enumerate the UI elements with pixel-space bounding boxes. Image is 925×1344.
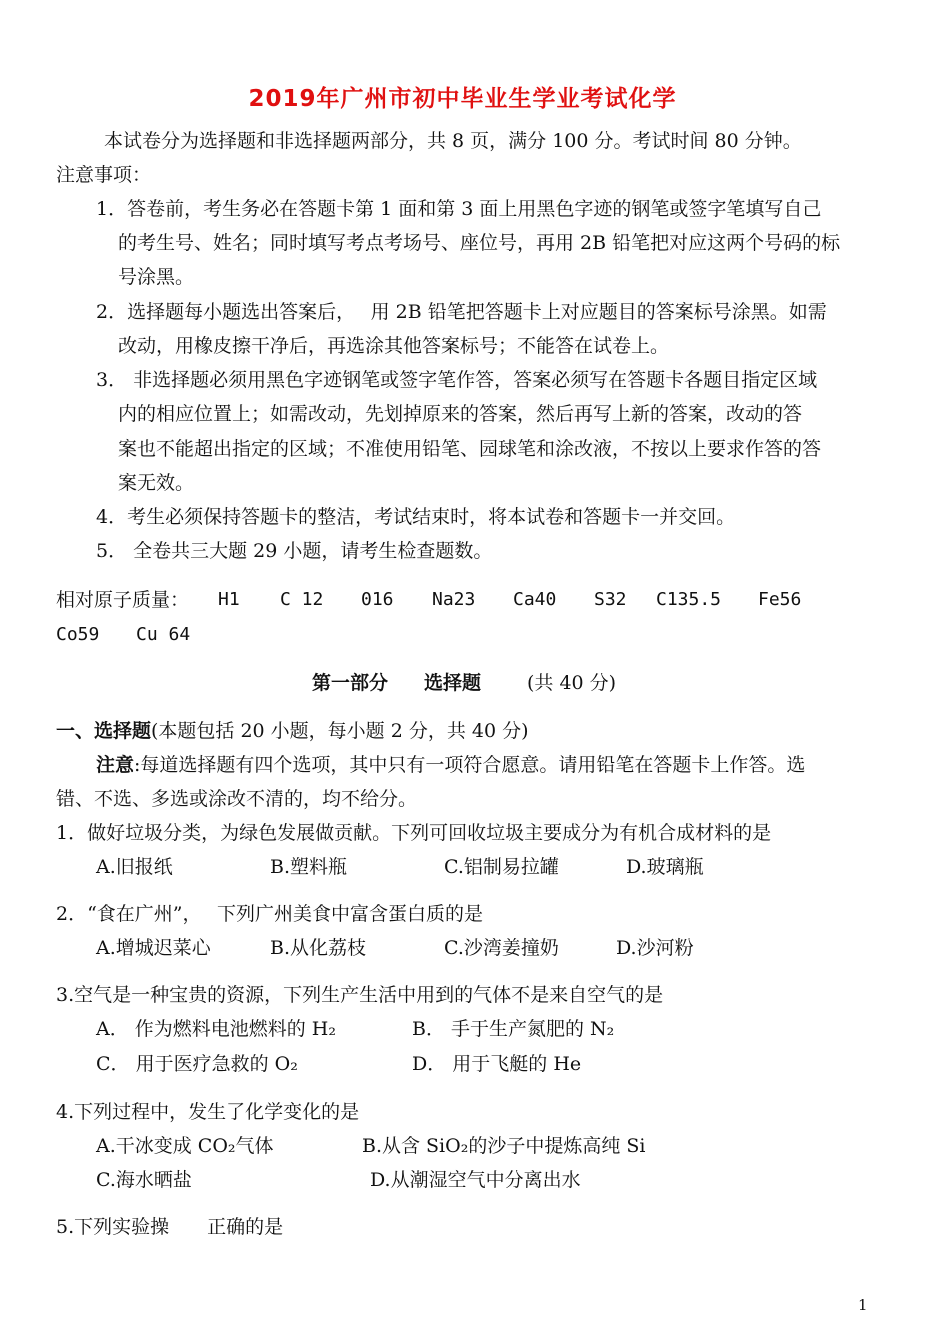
question-4-stem: 4.下列过程中，发生了化学变化的是 <box>56 1101 360 1123</box>
question-3-option-c: C． 用于医疗急救的 O₂ <box>96 1053 298 1075</box>
page-title: 2019年广州市初中毕业生学业考试化学 <box>248 86 677 112</box>
page-number: 1 <box>858 1296 868 1314</box>
section-note-text-1: :每道选择题有四个选项，其中只有一项符合愿意。请用铅笔在答题卡上作答。选 <box>134 754 806 776</box>
question-3-option-b: B． 手于生产氮肥的 N₂ <box>412 1018 615 1040</box>
part-heading-score: (共 40 分) <box>527 672 617 694</box>
notice-1-line-3: 号涂黑。 <box>118 266 195 288</box>
section-note-label: 注意 <box>96 754 135 776</box>
question-5-stem: 5.下列实验操 正确的是 <box>56 1216 284 1238</box>
notice-4-line-1: 4．考生必须保持答题卡的整洁，考试结束时，将本试卷和答题卡一并交回。 <box>96 506 736 528</box>
part-heading-name: 选择题 <box>424 672 482 694</box>
section-heading <box>56 718 529 744</box>
question-3-option-a: A． 作为燃料电池燃料的 H₂ <box>96 1018 336 1040</box>
atomic-mass-na: Na23 <box>432 589 476 610</box>
question-1-option-d: D.玻璃瓶 <box>626 856 704 878</box>
question-3-stem: 3.空气是一种宝贵的资源，下列生产生活中用到的气体不是来自空气的是 <box>56 984 664 1006</box>
question-2-option-b: B.从化荔枝 <box>270 937 367 959</box>
atomic-mass-label: 相对原子质量： <box>56 589 190 611</box>
question-2-option-c: C.沙湾姜撞奶 <box>444 937 559 959</box>
atomic-mass-co: Co59 <box>56 624 100 645</box>
notice-2-line-1: 2．选择题每小题选出答案后， 用 2B 铅笔把答题卡上对应题目的答案标号涂黑。如需 <box>96 301 827 323</box>
question-3-option-d: D． 用于飞艇的 He <box>412 1053 582 1075</box>
question-2-option-d: D.沙河粉 <box>616 937 694 959</box>
notice-1-line-2: 的考生号、姓名；同时填写考点考场号、座位号，再用 2B 铅笔把对应这两个号码的标 <box>118 232 841 254</box>
atomic-mass-cu: Cu 64 <box>136 624 191 645</box>
notice-5-line-1: 5． 全卷共三大题 29 小题，请考生检查题数。 <box>96 540 493 562</box>
question-4-option-a: A.干冰变成 CO₂气体 <box>96 1135 274 1157</box>
notice-heading: 注意事项： <box>56 164 152 186</box>
atomic-mass-o: 016 <box>361 589 394 610</box>
notice-3-line-2: 内的相应位置上；如需改动，先划掉原来的答案，然后再写上新的答案，改动的答 <box>118 403 803 425</box>
notice-3-line-1: 3． 非选择题必须用黑色字迹钢笔或签字笔作答，答案必须写在答题卡各题目指定区域 <box>96 369 818 391</box>
notice-3-line-4: 案无效。 <box>118 472 195 494</box>
question-4-option-b: B.从含 SiO₂的沙子中提炼高纯 Si <box>362 1135 646 1157</box>
section-note-line-2: 错、不选、多选或涂改不清的，均不给分。 <box>56 788 418 810</box>
question-4-option-d: D.从潮湿空气中分离出水 <box>370 1169 581 1191</box>
part-heading-part: 第一部分 <box>312 672 389 694</box>
intro-text: 本试卷分为选择题和非选择题两部分，共 8 页，满分 100 分。考试时间 80 分钟。 <box>104 130 802 152</box>
section-desc: (本题包括 20 小题，每小题 2 分，共 40 分) <box>151 720 529 742</box>
question-2-option-a: A.增城迟菜心 <box>96 937 211 959</box>
section-note-line-1 <box>96 752 805 778</box>
question-1-option-a: A.旧报纸 <box>96 856 173 878</box>
notice-2-line-2: 改动，用橡皮擦干净后，再选涂其他答案标号；不能答在试卷上。 <box>118 335 670 357</box>
atomic-mass-cl: C135.5 <box>656 589 722 610</box>
atomic-mass-c: C 12 <box>280 589 324 610</box>
question-1-option-c: C.铝制易拉罐 <box>444 856 559 878</box>
question-1-stem: 1．做好垃圾分类，为绿色发展做贡献。下列可回收垃圾主要成分为有机合成材料的是 <box>56 822 772 844</box>
question-1-option-b: B.塑料瓶 <box>270 856 348 878</box>
question-4-option-c: C.海水晒盐 <box>96 1169 192 1191</box>
atomic-mass-h: H1 <box>218 589 240 610</box>
section-label: 一、选择题 <box>56 720 152 742</box>
notice-1-line-1: 1．答卷前，考生务必在答题卡第 1 面和第 3 面上用黑色字迹的钢笔或签字笔填写自己 <box>96 198 822 220</box>
question-2-stem: 2．“食在广州”， 下列广州美食中富含蛋白质的是 <box>56 903 484 925</box>
atomic-mass-ca: Ca40 <box>513 589 557 610</box>
atomic-mass-fe: Fe56 <box>758 589 802 610</box>
notice-3-line-3: 案也不能超出指定的区域；不准使用铅笔、园球笔和涂改液，不按以上要求作答的答 <box>118 438 822 460</box>
atomic-mass-s: S32 <box>594 589 627 610</box>
